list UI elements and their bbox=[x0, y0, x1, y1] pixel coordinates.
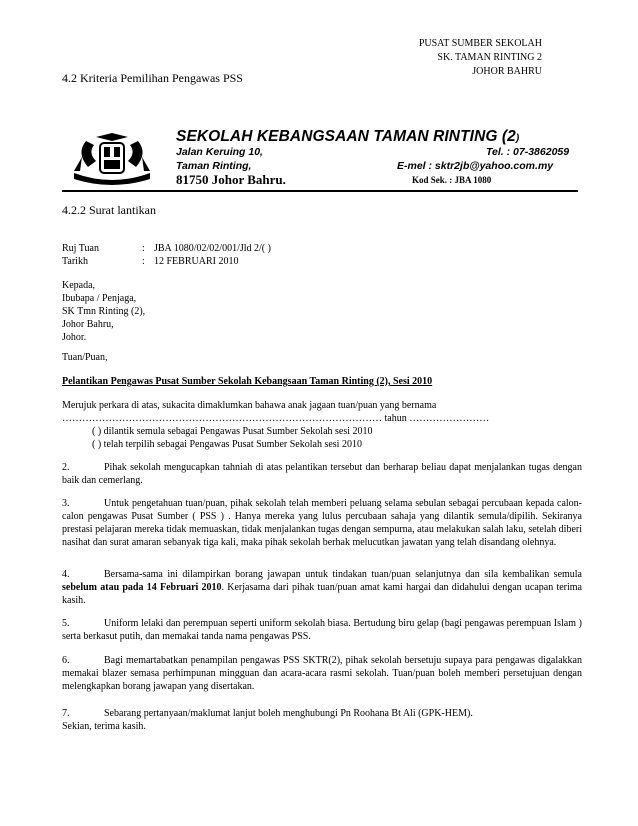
coat-of-arms-logo bbox=[66, 127, 158, 189]
paragraph-number: 6. bbox=[62, 655, 70, 666]
paragraph-text: Uniform lelaki dan perempuan seperti uniform sekolah biasa. Bertudung biru gelap (bagi pengawas perempuan Islam ) serta berkasut putih, dan memakai tanda nama pengawas PSS. bbox=[62, 618, 582, 642]
telephone: Tel. : 07-3862059 bbox=[486, 146, 570, 158]
ref-value: JBA 1080/02/02/001/Jld 2/( ) bbox=[154, 243, 271, 254]
reference-block bbox=[62, 242, 271, 268]
paragraph-number: 2. bbox=[62, 462, 70, 473]
email: E-mel : sktr2jb@yahoo.com.my bbox=[397, 160, 554, 172]
paragraph-number: 7. bbox=[62, 708, 70, 719]
header-line: PUSAT SUMBER SEKOLAH bbox=[418, 38, 542, 49]
paragraph-6 bbox=[62, 654, 582, 693]
paragraph-3 bbox=[62, 497, 582, 549]
address-line: Ibubapa / Penjaga, bbox=[62, 293, 137, 304]
date-label: Tarikh bbox=[62, 256, 88, 267]
paragraph-text: Untuk pengetahuan tuan/puan, pihak sekolah telah memberi peluang selama sebulan sebagai percubaan kepada calon-calon pengawas Pusat Sumber ( PSS ) . Hanya mereka yang lulus percubaan sahaja yang dilantik semula/dipilih. Sekiranya prestasi pelajaran mereka tidak memuaskan, tidak menjalankan tugas dengan sempurna, atau melakukan salah laku, setelah diberi nasihat dan surat amaran sebanyak tiga kali, maka pihak sekolah berhak melucutkan jawatan yang telah disandang olehnya. bbox=[62, 498, 582, 548]
date-value: 12 FEBRUARI 2010 bbox=[154, 256, 239, 267]
letterhead-divider bbox=[62, 190, 578, 192]
address-line: SK Tmn Rinting (2), bbox=[62, 306, 146, 317]
school-code: Kod Sek. : JBA 1080 bbox=[412, 175, 492, 185]
paragraph-text: Bagi memartabatkan penampilan pengawas PSS SKTR(2), pihak sekolah bersetuju supaya para pengawas digalakkan memakai blazer semasa perhimpunan mingguan dan acara-acara rasmi sekolah. Tuan/puan boleh memberi persetujuan dengan melengkapkan borang jawapan yang disertakan. bbox=[62, 655, 582, 692]
ref-colon: : bbox=[142, 243, 145, 254]
header-line: SK. TAMAN RINTING 2 bbox=[437, 52, 542, 63]
paragraph-number: 5. bbox=[62, 618, 70, 629]
date-row bbox=[62, 255, 271, 268]
school-name: SEKOLAH KEBANGSAAN TAMAN RINTING (2) bbox=[176, 128, 520, 145]
paragraph-text: . Kerjasama dari pihak tuan/puan amat kami hargai dan didahului dengan ucapan terima kasih. bbox=[62, 582, 582, 606]
section-title: 4.2 Kriteria Pemilihan Pengawas PSS bbox=[62, 71, 243, 85]
deadline-text: sebelum atau pada 14 Februari 2010 bbox=[62, 582, 222, 593]
address-postcode: 81750 Johor Bahru. bbox=[176, 172, 286, 187]
school-header bbox=[419, 37, 542, 79]
paragraph-4 bbox=[62, 568, 582, 607]
letter-subject: Pelantikan Pengawas Pusat Sumber Sekolah Kebangsaan Taman Rinting (2), Sesi 2010 bbox=[62, 376, 433, 387]
ref-label: Ruj Tuan bbox=[62, 243, 99, 254]
paragraph-5 bbox=[62, 617, 582, 643]
paragraph-7 bbox=[62, 707, 582, 720]
recipient-address bbox=[62, 279, 145, 344]
address-line: Kepada, bbox=[62, 280, 96, 291]
paragraph-number: 3. bbox=[62, 498, 70, 509]
address-line: Johor. bbox=[62, 332, 87, 343]
subsection-title: 4.2.2 Surat lantikan bbox=[62, 203, 156, 217]
address-line: Johor Bahru, bbox=[62, 319, 114, 330]
address-line: Jalan Keruing 10, bbox=[176, 146, 263, 158]
paragraph-2 bbox=[62, 461, 582, 487]
date-colon: : bbox=[142, 256, 145, 267]
paragraph-number: 4. bbox=[62, 569, 70, 580]
paragraph-text: Bersama-sama ini dilampirkan borang jawapan untuk tindakan tuan/puan selanjutnya dan sila kembalikan semula bbox=[104, 569, 582, 580]
closing-line: Sekian, terima kasih. bbox=[62, 721, 146, 732]
option-reappointed: ( ) dilantik semula sebagai Pengawas Pusat Sumber Sekolah sesi 2010 bbox=[92, 426, 373, 437]
paragraph-text: Pihak sekolah mengucapkan tahniah di atas pelantikan tersebut dan berharap beliau dapat menjalankan tugas dengan baik dan cemerlang. bbox=[62, 462, 582, 486]
salutation: Tuan/Puan, bbox=[62, 352, 108, 363]
intro-paragraph bbox=[62, 399, 582, 425]
intro-line: Merujuk perkara di atas, sukacita dimaklumkan bahawa anak jagaan tuan/puan yang bernama bbox=[62, 400, 437, 411]
paragraph-text: Sebarang pertanyaan/maklumat lanjut boleh menghubungi Pn Roohana Bt Ali (GPK-HEM). bbox=[104, 708, 473, 719]
name-blank-line: …………………………………………………………………………………… tahun …………………… bbox=[62, 413, 490, 424]
reference-row bbox=[62, 242, 271, 255]
option-selected: ( ) telah terpilih sebagai Pengawas Pusat Sumber Sekolah sesi 2010 bbox=[92, 439, 362, 450]
address-line: Taman Rinting, bbox=[176, 160, 252, 172]
header-line: JOHOR BAHRU bbox=[472, 66, 542, 77]
